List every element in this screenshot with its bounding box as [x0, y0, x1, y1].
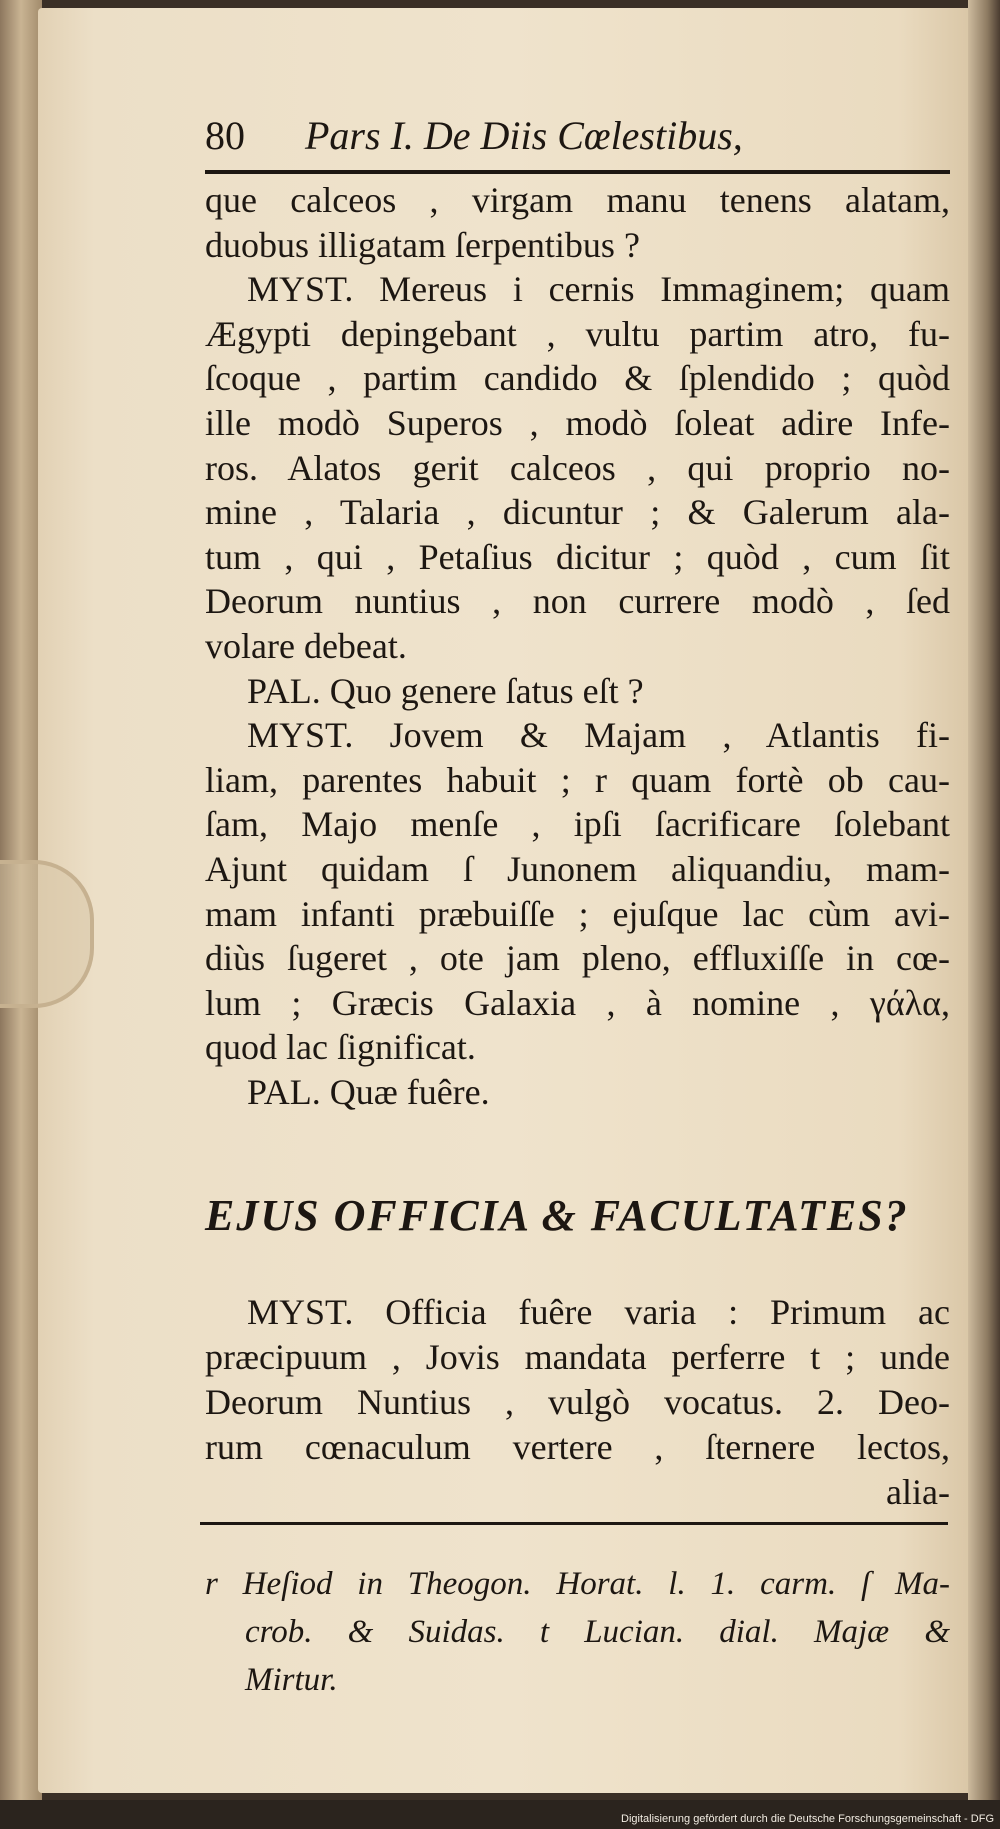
- text-line: PAL. Quæ fuêre.: [247, 1071, 490, 1112]
- text-line: que calceos , virgam manu tenens alatam,: [205, 180, 950, 220]
- text-line: Deorum nuntius , non currere modò , ſed: [205, 581, 950, 622]
- footnote-rule: [200, 1522, 948, 1525]
- text-line: volare debeat.: [205, 625, 407, 666]
- text-line: ſcoque , partim candido & ſplendido ; quòd: [205, 358, 950, 399]
- page-number: 80: [205, 113, 245, 158]
- text-line: duobus illigatam ſerpentibus ?: [205, 224, 640, 265]
- text-line: Deorum Nuntius , vulgò vocatus. 2. Deo-: [205, 1382, 950, 1422]
- body-text: [205, 178, 950, 1114]
- text-line: MYST. Jovem & Majam , Atlantis fi-: [247, 715, 950, 756]
- text-line: Ajunt quidam ſ Junonem aliquandiu, mam-: [205, 848, 950, 889]
- text-line: mine , Talaria , dicuntur ; & Galerum ala-: [205, 492, 950, 533]
- footnote-line: crob. & Suidas. t Lucian. dial. Majæ &: [245, 1614, 950, 1650]
- text-line: ros. Alatos gerit calceos , qui proprio no-: [205, 447, 950, 488]
- running-header: [205, 112, 950, 172]
- text-line: MYST. Mereus i cernis Immaginem; quam: [247, 269, 950, 310]
- text-line: tum , qui , Petaſius dicitur ; quòd , cum ſit: [205, 536, 950, 577]
- text-line: quod lac ſignificat.: [205, 1027, 476, 1068]
- book-clasp: [0, 860, 94, 1008]
- digitization-credit: Digitalisierung gefördert durch die Deutsche Forschungsgemeinschaft - DFG: [621, 1813, 994, 1825]
- text-line: MYST. Officia fuêre varia : Primum ac: [247, 1292, 950, 1332]
- header-rule: [205, 170, 950, 174]
- text-line: ille modò Superos , modò ſoleat adire Infe-: [205, 402, 950, 443]
- text-line: mam infanti præbuiſſe ; ejuſque lac cùm avi-: [205, 893, 950, 934]
- running-title: Pars I. De Diis Cœlestibus,: [305, 113, 743, 158]
- page-edge-right: [968, 0, 1000, 1800]
- text-line: Ægypti depingebant , vultu partim atro, fu-: [205, 313, 950, 354]
- footnote-line: r Heſiod in Theogon. Horat. l. 1. carm. ſ Ma-: [205, 1566, 950, 1602]
- text-line: rum cœnaculum vertere , ſternere lectos,: [205, 1427, 950, 1467]
- footnotes: [205, 1560, 950, 1704]
- text-line: ſam, Majo menſe , ipſi ſacrificare ſolebant: [205, 804, 950, 845]
- text-line: præcipuum , Jovis mandata perferre t ; unde: [205, 1337, 950, 1377]
- body-text-continued: [205, 1290, 950, 1515]
- text-line: diùs ſugeret , ote jam pleno, effluxiſſe in cœ-: [205, 938, 950, 979]
- text-line: lum ; Græcis Galaxia , à nomine , γάλα,: [205, 982, 950, 1023]
- catchword: alia-: [886, 1472, 950, 1512]
- text-line: PAL. Quo genere ſatus eſt ?: [247, 670, 644, 711]
- text-line: liam, parentes habuit ; r quam fortè ob cau-: [205, 759, 950, 800]
- section-heading: EJUS OFFICIA & FACULTATES?: [205, 1191, 909, 1240]
- footnote-line: Mirtur.: [245, 1662, 338, 1698]
